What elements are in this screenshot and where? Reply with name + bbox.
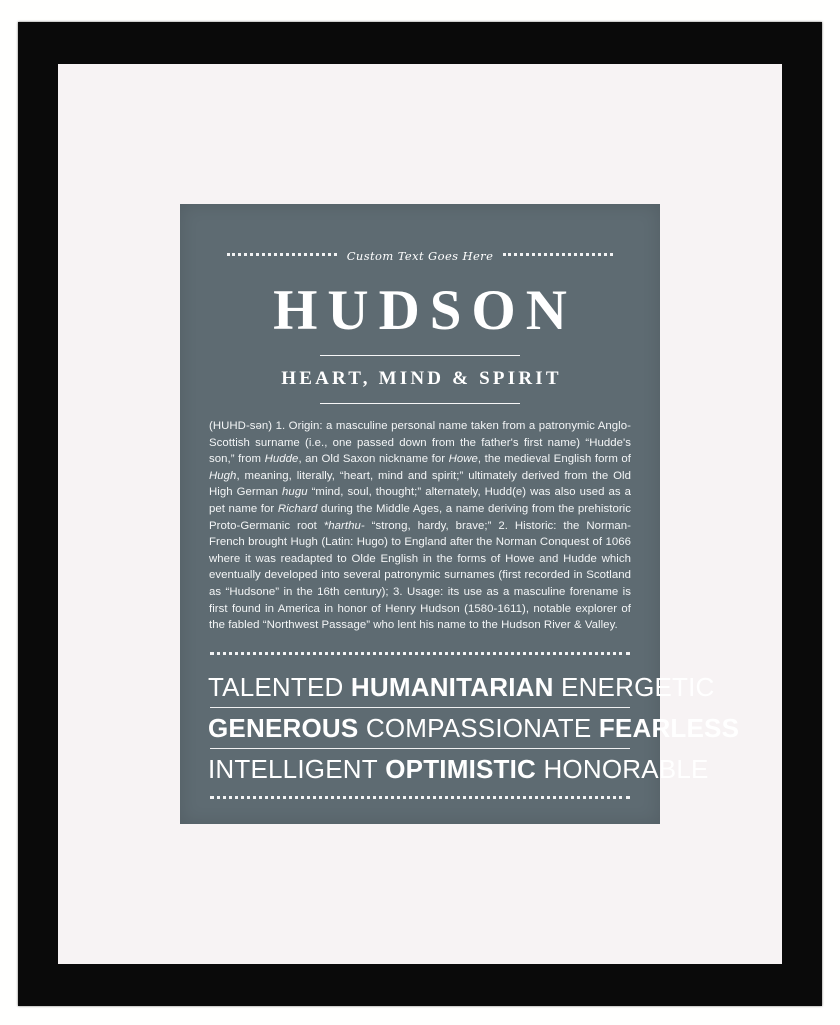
trait-line <box>208 711 740 745</box>
trait-word: HUMANITARIAN <box>350 671 554 702</box>
trait-divider <box>210 707 630 708</box>
art-print <box>180 204 740 824</box>
trait-word: ENERGETIC <box>561 671 715 702</box>
dotted-divider-bottom <box>210 796 630 802</box>
divider-above-tagline <box>320 355 520 356</box>
tagline: HEART, MIND & SPIRIT <box>281 368 562 389</box>
dotted-rule-left <box>227 253 337 259</box>
print-content <box>180 204 740 824</box>
trait-word: INTELLIGENT <box>208 753 378 784</box>
trait-word: TALENTED <box>208 671 344 702</box>
dotted-divider-top <box>210 652 630 658</box>
trait-word: OPTIMISTIC <box>385 753 537 784</box>
definition-text: (HUHD-sən) 1. Origin: a masculine personal name taken from a patronymic Anglo-Scottish surname (i.e., one passed down from the father's first name) “Hudde's son,” from Hudde, an Old Saxon nickname for Howe, the medieval English form of Hugh, meaning, literally, “heart, mind and spirit;” ultimately derived from the Old High German hugu “mind, soul, thought;” alternately, Hudd(e) was also used as a pet name for Richard during the Middle Ages, a name deriving from the prehistoric Proto-Germanic root *harthu- “strong, hardy, brave;” 2. Historic: the Norman-French brought Hugh (Latin: Hugo) to England after the Norman Conquest of 1066 where it was readapted to Olde English in the forms of Howe and Hudde which eventually developed into several patronymic surnames (first recorded in Scotland as “Hudsone” in the 16th century); 3. Usage: its use as a masculine forename is first found in America in honor of Henry Hudson (1580-1611), notable explorer of the fabled “Northwest Passage” who lent his name to the Hudson River & Valley. <box>209 420 632 632</box>
picture-frame <box>18 22 822 1006</box>
trait-word: COMPASSIONATE <box>365 712 592 743</box>
dotted-rule-right <box>503 253 613 259</box>
trait-word: HONORABLE <box>543 753 709 784</box>
trait-divider <box>210 748 630 749</box>
trait-word: GENEROUS <box>208 712 359 743</box>
custom-text: Custom Text Goes Here <box>346 249 494 263</box>
trait-line <box>208 670 715 704</box>
divider-below-tagline <box>320 403 520 404</box>
frame-mat <box>58 64 782 964</box>
name-title: HUDSON <box>273 279 577 342</box>
custom-text-row <box>208 248 632 264</box>
traits-list <box>208 670 740 786</box>
trait-line <box>208 752 709 786</box>
trait-word: FEARLESS <box>598 712 740 743</box>
